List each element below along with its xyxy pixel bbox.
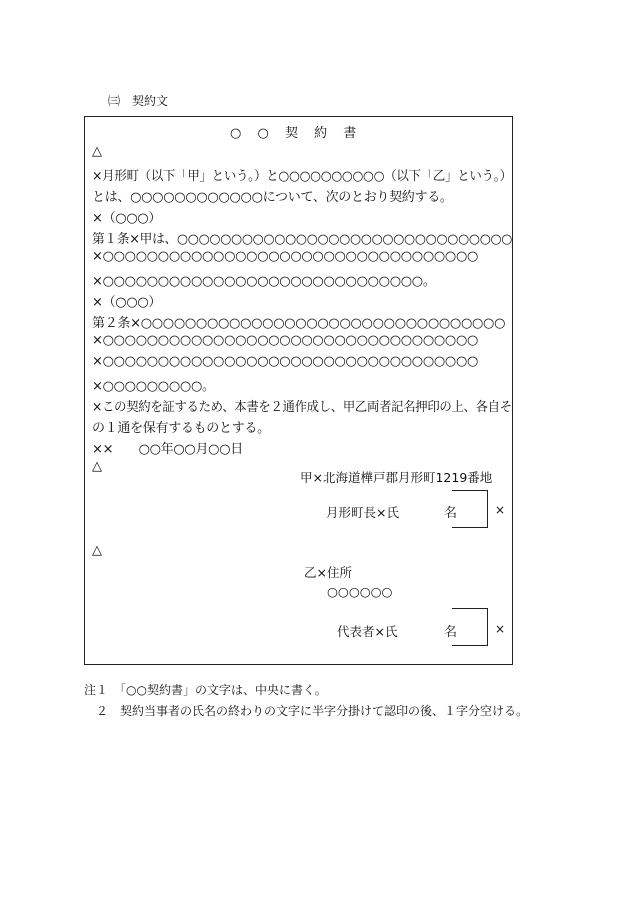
contract-line: の１通を保有するものとする。 (92, 421, 270, 436)
contract-line: とは、○○○○○○○○○○○○について、次のとおり契約する。 (92, 190, 453, 205)
contract-line: ×（○○○） (92, 295, 162, 310)
party-a-name: 月形町長×氏 (326, 505, 399, 520)
party-a-seal-box (452, 490, 488, 528)
contract-line: △ (92, 144, 102, 159)
contract-line: ×○○○○○○○○○○○○○○○○○○○○○○○○○○○○○。 (92, 274, 436, 289)
contract-line: △ (92, 459, 102, 474)
party-b-name: 代表者×氏 (337, 624, 398, 639)
party-b-seal-char: 名 (444, 625, 458, 640)
party-b-trailing-mark: × (495, 622, 506, 636)
party-b-address: 乙×住所 (304, 565, 352, 580)
contract-title: ○ ○ 契 約 書 (230, 126, 363, 141)
section-heading: ㈢ 契約文 (108, 94, 169, 108)
contract-line: 第２条×○○○○○○○○○○○○○○○○○○○○○○○○○○○○○○○○○ (92, 316, 506, 331)
party-a-address: 甲×北海道樺戸郡月形町1219番地 (300, 470, 493, 485)
spacer-mark: △ (92, 543, 102, 558)
party-a-trailing-mark: × (495, 503, 506, 517)
party-b-seal-box (452, 608, 488, 646)
contract-line: ×この契約を証するため、本書を２通作成し、甲乙両者記名押印の上、各自そ (92, 400, 512, 415)
note-1: 注１ 「○○契約書」の文字は、中央に書く。 (84, 683, 327, 697)
contract-line: ×月形町（以下「甲」という。）と○○○○○○○○○○（以下「乙」という。） (92, 169, 512, 184)
contract-line: ×○○○○○○○○○○○○○○○○○○○○○○○○○○○○○○○○○○ (92, 249, 479, 264)
contract-line: ×× ○○年○○月○○日 (92, 442, 243, 457)
contract-line: 第１条×甲は、○○○○○○○○○○○○○○○○○○○○○○○○○○○○○○○ (92, 232, 513, 247)
contract-line: ×○○○○○○○○○。 (92, 379, 215, 394)
contract-line: ×○○○○○○○○○○○○○○○○○○○○○○○○○○○○○○○○○○ (92, 354, 479, 369)
contract-line: ×（○○○） (92, 211, 162, 226)
note-2: ２ 契約当事者の氏名の終わりの文字に半字分掛けて認印の後、１字分空ける。 (84, 704, 529, 718)
party-a-seal-char: 名 (444, 506, 458, 521)
party-b-company: ○○○○○○ (327, 584, 393, 599)
contract-line: ×○○○○○○○○○○○○○○○○○○○○○○○○○○○○○○○○○○ (92, 333, 479, 348)
